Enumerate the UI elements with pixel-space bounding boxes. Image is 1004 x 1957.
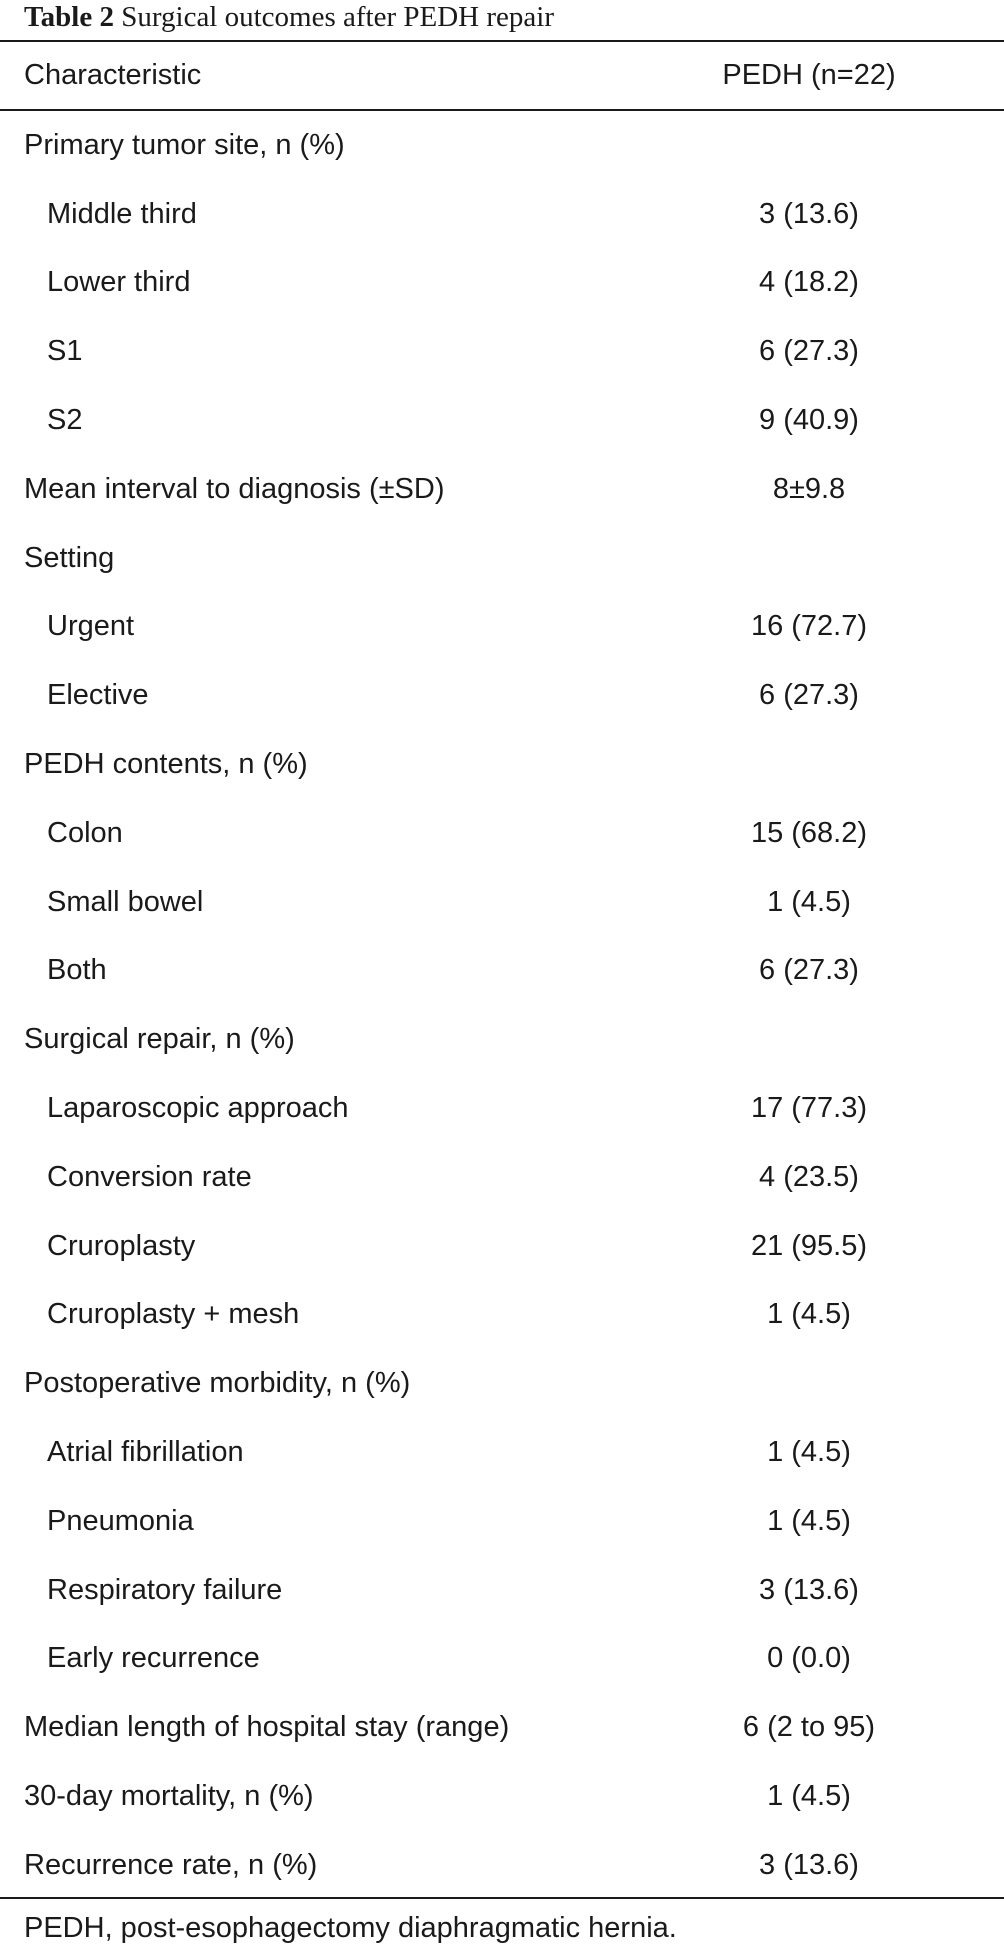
row-value: 0 (0.0) <box>767 1642 851 1675</box>
table-row <box>0 317 1004 386</box>
row-value: 17 (77.3) <box>750 1092 868 1125</box>
table-header-rule <box>0 109 1004 111</box>
header-characteristic: Characteristic <box>24 59 202 91</box>
table-row <box>0 1005 1004 1074</box>
row-label: Postoperative morbidity, n (%) <box>24 1367 411 1400</box>
row-label: PEDH contents, n (%) <box>24 748 308 781</box>
table-row <box>0 1693 1004 1762</box>
row-value: 3 (13.6) <box>759 1848 859 1881</box>
table-row <box>0 111 1004 180</box>
table-row <box>0 1074 1004 1143</box>
row-label: Surgical repair, n (%) <box>24 1023 295 1056</box>
row-label: Elective <box>47 679 149 712</box>
row-label: Early recurrence <box>47 1642 260 1675</box>
row-label: Setting <box>24 541 115 574</box>
row-label: Primary tumor site, n (%) <box>24 128 345 161</box>
row-label: Both <box>47 954 107 987</box>
row-value <box>650 111 968 180</box>
row-value: 1 (4.5) <box>767 1298 851 1331</box>
table-row <box>0 1143 1004 1212</box>
row-value <box>650 524 968 593</box>
row-label: S2 <box>47 404 83 437</box>
table-row <box>0 1281 1004 1350</box>
row-label: Colon <box>47 816 123 849</box>
table-footnote: PEDH, post-esophagectomy diaphragmatic hernia. <box>24 1912 677 1944</box>
table-row <box>0 1487 1004 1556</box>
table-body <box>0 111 1004 1900</box>
table-caption-title: Surgical outcomes after PEDH repair <box>121 1 554 33</box>
table-row <box>0 1212 1004 1281</box>
row-label: Small bowel <box>47 885 204 918</box>
table-row <box>0 1418 1004 1487</box>
table-row <box>0 1625 1004 1694</box>
row-label: Urgent <box>47 610 135 643</box>
row-label: Median length of hospital stay (range) <box>24 1711 510 1744</box>
table-row <box>0 593 1004 662</box>
row-label: Pneumonia <box>47 1504 194 1537</box>
row-value: 3 (13.6) <box>759 197 859 230</box>
table-row <box>0 455 1004 524</box>
table-row <box>0 249 1004 318</box>
header-pedh-count: PEDH (n=22) <box>722 59 896 91</box>
row-value <box>650 1005 968 1074</box>
row-value: 16 (72.7) <box>750 610 868 643</box>
row-value: 4 (18.2) <box>759 266 859 299</box>
row-value <box>650 730 968 799</box>
table-row <box>0 1349 1004 1418</box>
table-row <box>0 868 1004 937</box>
row-value: 4 (23.5) <box>759 1160 859 1193</box>
row-value: 1 (4.5) <box>767 1780 851 1813</box>
table-row <box>0 1831 1004 1900</box>
row-value <box>650 1349 968 1418</box>
table-caption <box>24 0 554 40</box>
row-label: Conversion rate <box>47 1160 252 1193</box>
row-label: 30-day mortality, n (%) <box>24 1780 314 1813</box>
row-value: 21 (95.5) <box>750 1229 868 1262</box>
row-label: Middle third <box>47 197 197 230</box>
table-header-row <box>0 42 1004 109</box>
row-label: Respiratory failure <box>47 1573 283 1606</box>
row-value: 3 (13.6) <box>759 1573 859 1606</box>
row-label: Atrial fibrillation <box>47 1436 244 1469</box>
row-value: 1 (4.5) <box>767 1436 851 1469</box>
row-label: Laparoscopic approach <box>47 1092 349 1125</box>
table-row <box>0 799 1004 868</box>
table-row <box>0 1556 1004 1625</box>
row-label: Lower third <box>47 266 191 299</box>
row-value: 6 (27.3) <box>759 954 859 987</box>
row-value: 1 (4.5) <box>767 1504 851 1537</box>
row-label: Mean interval to diagnosis (±SD) <box>24 472 445 505</box>
table-row <box>0 937 1004 1006</box>
row-value: 9 (40.9) <box>759 404 859 437</box>
row-value: 1 (4.5) <box>767 885 851 918</box>
table-row <box>0 1762 1004 1831</box>
table-caption-label: Table 2 <box>24 1 114 33</box>
table-row <box>0 661 1004 730</box>
table-row <box>0 180 1004 249</box>
row-label: Cruroplasty + mesh <box>47 1298 300 1331</box>
table-row <box>0 386 1004 455</box>
row-value: 6 (27.3) <box>759 335 859 368</box>
table-row <box>0 524 1004 593</box>
row-value: 6 (27.3) <box>759 679 859 712</box>
row-value: 6 (2 to 95) <box>742 1711 876 1744</box>
row-label: Recurrence rate, n (%) <box>24 1848 318 1881</box>
row-label: S1 <box>47 335 83 368</box>
row-label: Cruroplasty <box>47 1229 196 1262</box>
row-value: 8±9.8 <box>772 472 846 505</box>
table-row <box>0 730 1004 799</box>
row-value: 15 (68.2) <box>750 816 868 849</box>
